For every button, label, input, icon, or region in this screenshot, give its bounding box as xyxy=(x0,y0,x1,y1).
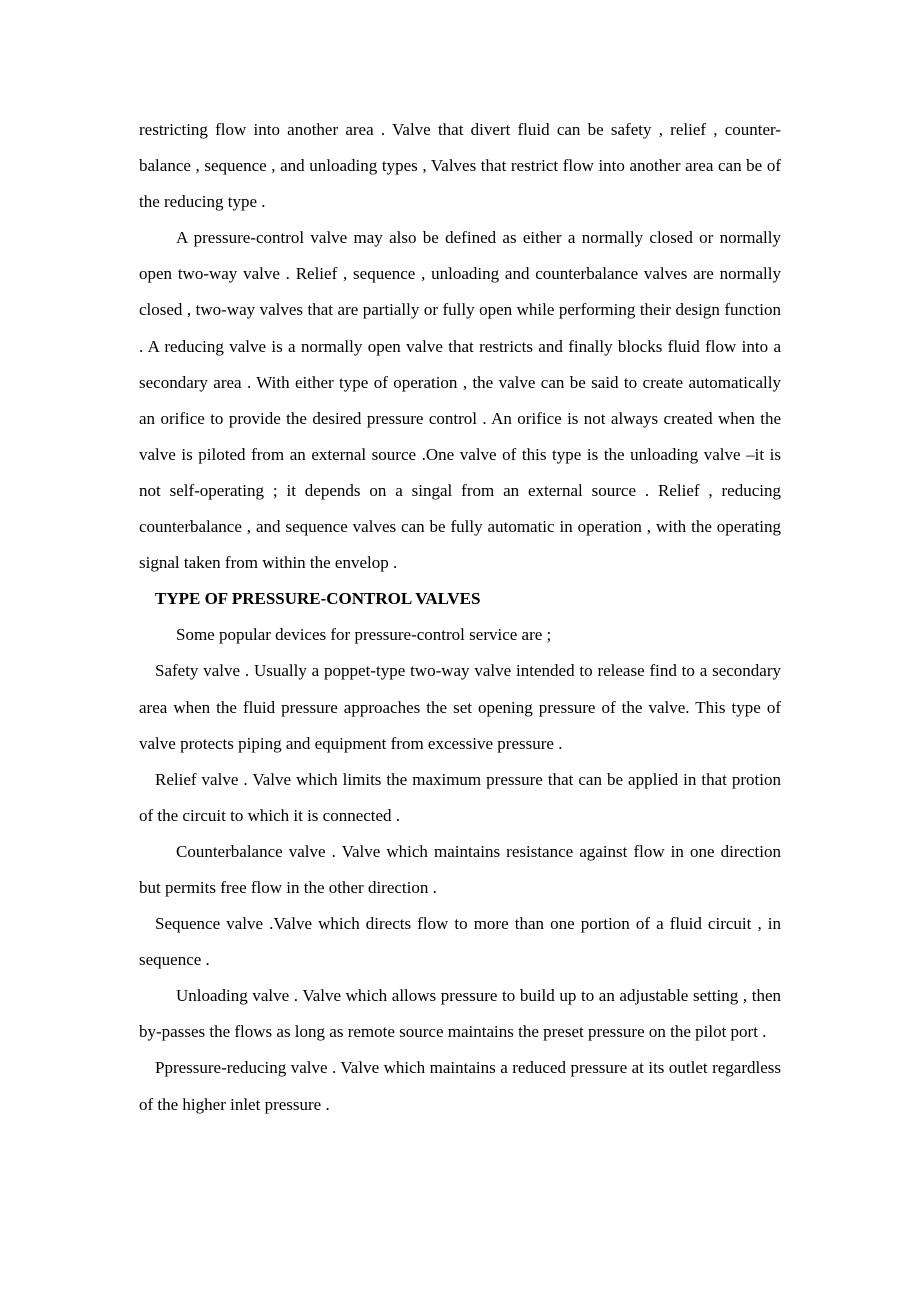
paragraph-counterbalance-valve: Counterbalance valve . Valve which maintains resistance against flow in one direction but permits free flow in the other direction . xyxy=(139,841,781,897)
section-heading: TYPE OF PRESSURE-CONTROL VALVES xyxy=(155,589,481,609)
paragraph-unloading-valve: Unloading valve . Valve which allows pressure to build up to an adjustable setting , then by-passes the flows as long as remote source maintains the preset pressure on the pilot port . xyxy=(139,986,781,1042)
paragraph-relief-valve: Relief valve . Valve which limits the maximum pressure that can be applied in that protion of the circuit to which it is connected . xyxy=(139,769,781,825)
paragraph-pressure-control-definition: A pressure-control valve may also be defined as either a normally closed or normally open two-way valve . Relief , sequence , unloading and counterbalance valves are normally closed , two-way valves that are partially or fully open while performing their design function . A reducing valve is a normally open valve that restricts and finally blocks fluid flow into a secondary area . With either type of operation , the valve can be said to create automatically an orifice to provide the desired pressure control . An orifice is not always created when the valve is piloted from an external source .One valve of this type is the unloading valve –it is not self-operating ; it depends on a singal from an external source . Relief , reducing counterbalance , and sequence valves can be fully automatic in operation , with the operating signal taken from within the envelop . xyxy=(139,228,781,573)
paragraph-safety-valve: Safety valve . Usually a poppet-type two-way valve intended to release find to a secondary area when the fluid pressure approaches the set opening pressure of the valve. This type of valve protects piping and equipment from excessive pressure . xyxy=(139,661,781,753)
body-text xyxy=(139,112,781,1123)
paragraph-pressure-reducing-valve: Ppressure-reducing valve . Valve which maintains a reduced pressure at its outlet regardless of the higher inlet pressure . xyxy=(139,1058,781,1114)
paragraph-sequence-valve: Sequence valve .Valve which directs flow to more than one portion of a fluid circuit , in sequence . xyxy=(139,914,781,970)
paragraph-continuation: restricting flow into another area . Valve that divert fluid can be safety , relief , counter-balance , sequence , and unloading types , Valves that restrict flow into another area can be of the reducing type . xyxy=(139,120,781,212)
paragraph-intro-devices: Some popular devices for pressure-control service are ; xyxy=(176,625,552,645)
